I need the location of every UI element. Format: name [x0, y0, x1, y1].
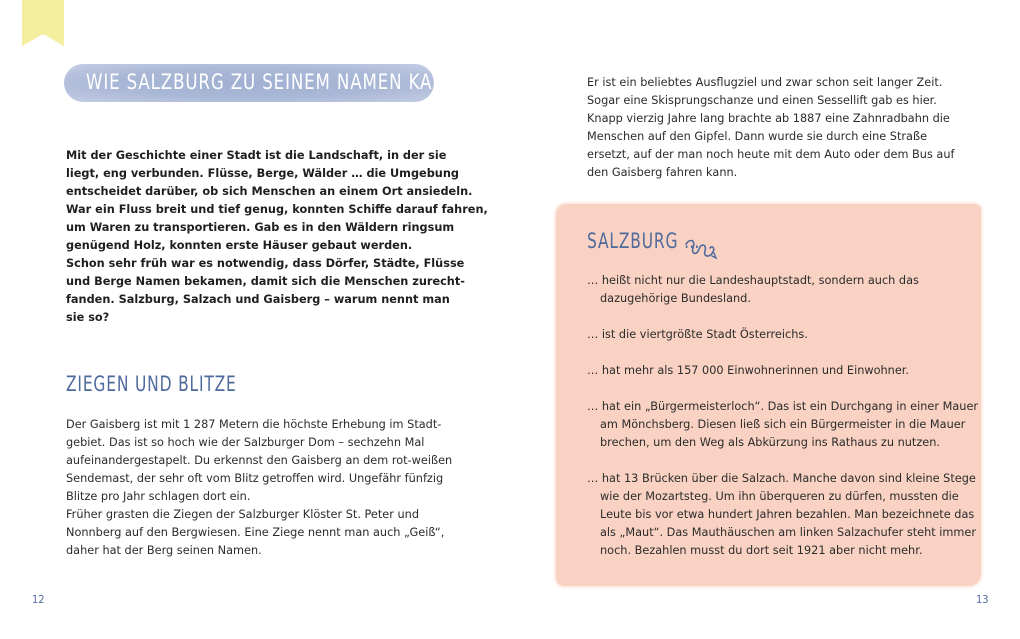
info-box-title: SALZBURG …	[587, 229, 701, 253]
fact-item	[587, 272, 919, 308]
intro-line: liegt, eng verbunden. Flüsse, Berge, Wälder … die Umgebung	[66, 167, 459, 180]
body-line: Der Gaisberg ist mit 1 287 Metern die höchste Erhebung im Stadt-	[66, 418, 442, 431]
fact-line: … heißt nicht nur die Landeshauptstadt, sondern auch das	[587, 274, 919, 287]
text-line: Menschen auf den Gipfel. Dann wurde sie durch eine Straße	[587, 130, 928, 143]
page-title: WIE SALZBURG ZU SEINEM NAMEN KAM	[86, 70, 448, 94]
intro-paragraph	[66, 147, 488, 327]
fact-item	[587, 398, 978, 452]
title-banner	[64, 64, 448, 102]
intro-line: Mit der Geschichte einer Stadt ist die Landschaft, in der sie	[66, 149, 447, 162]
fact-item	[587, 470, 976, 560]
section-heading: ZIEGEN UND BLITZE	[66, 372, 237, 396]
fact-line: noch. Bezahlen musst du dort seit 1921 aber nicht mehr.	[600, 544, 923, 557]
fact-item	[587, 326, 808, 344]
continued-paragraph	[587, 74, 955, 182]
body-paragraph	[66, 416, 452, 560]
text-line: Sogar eine Skisprungschanze und einen Sessellift gab es hier.	[587, 94, 937, 107]
text-line: den Gaisberg fahren kann.	[587, 166, 738, 179]
fact-line: als „Maut“. Das Mauthäuschen am linken Salzachufer steht immer	[600, 526, 977, 539]
body-line: gebiet. Das ist so hoch wie der Salzburger Dom – sechzehn Mal	[66, 436, 425, 449]
intro-line: entscheidet darüber, ob sich Menschen an einem Ort ansiedeln.	[66, 185, 473, 198]
text-line: Er ist ein beliebtes Ausflugziel und zwar schon seit langer Zeit.	[587, 76, 943, 89]
page-number-left: 12	[32, 593, 45, 606]
fact-line: … ist die viertgrößte Stadt Österreichs.	[587, 328, 808, 341]
intro-line: Schon sehr früh war es notwendig, dass Dörfer, Städte, Flüsse	[66, 257, 465, 270]
intro-line: sie so?	[66, 311, 110, 324]
intro-line: War ein Fluss breit und tief genug, konnten Schiffe darauf fahren,	[66, 203, 488, 216]
text-line: ersetzt, auf der man noch heute mit dem Auto oder dem Bus auf	[587, 148, 955, 161]
intro-line: um Waren zu transportieren. Gab es in den Wäldern ringsum	[66, 221, 455, 234]
intro-line: und Berge Namen bekamen, damit sich die Menschen zurecht-	[66, 275, 465, 288]
fact-line: wie der Mozartsteg. Um ihn überqueren zu dürfen, mussten die	[600, 490, 959, 503]
fact-line: brechen, um den Weg als Abkürzung ins Rathaus zu nutzen.	[600, 436, 940, 449]
fact-line: Leute bis vor etwa hundert Jahren bezahlen. Man bezeichnete das	[600, 508, 975, 521]
fact-line: … hat mehr als 157 000 Einwohnerinnen und Einwohner.	[587, 364, 909, 377]
body-line: aufeinandergestapelt. Du erkennst den Gaisberg an dem rot-weißen	[66, 454, 453, 467]
body-line: daher hat der Berg seinen Namen.	[66, 544, 262, 557]
body-line: Blitze pro Jahr schlagen dort ein.	[66, 490, 251, 503]
text-line: Knapp vierzig Jahre lang brachte ab 1887 eine Zahnradbahn die	[587, 112, 950, 125]
intro-line: fanden. Salzburg, Salzach und Gaisberg – warum nennt man	[66, 293, 450, 306]
fact-line: dazugehörige Bundesland.	[600, 292, 751, 305]
swirl-arrow-icon	[684, 236, 720, 262]
bookmark-ribbon	[22, 0, 64, 46]
body-line: Sendemast, der sehr oft vom Blitz getroffen wird. Ungefähr fünfzig	[66, 472, 444, 485]
fact-line: … hat ein „Bürgermeisterloch“. Das ist ein Durchgang in einer Mauer	[587, 400, 979, 413]
fact-line: am Mönchsberg. Diesen ließ sich ein Bürgermeister in die Mauer	[600, 418, 966, 431]
page-number-right: 13	[976, 593, 989, 606]
fact-item	[587, 362, 909, 380]
body-line: Nonnberg auf den Bergwiesen. Eine Ziege nennt man auch „Geiß“,	[66, 526, 445, 539]
body-line: Früher grasten die Ziegen der Salzburger Klöster St. Peter und	[66, 508, 419, 521]
intro-line: genügend Holz, konnten erste Häuser gebaut werden.	[66, 239, 413, 252]
fact-line: … hat 13 Brücken über die Salzach. Manche davon sind kleine Stege	[587, 472, 976, 485]
